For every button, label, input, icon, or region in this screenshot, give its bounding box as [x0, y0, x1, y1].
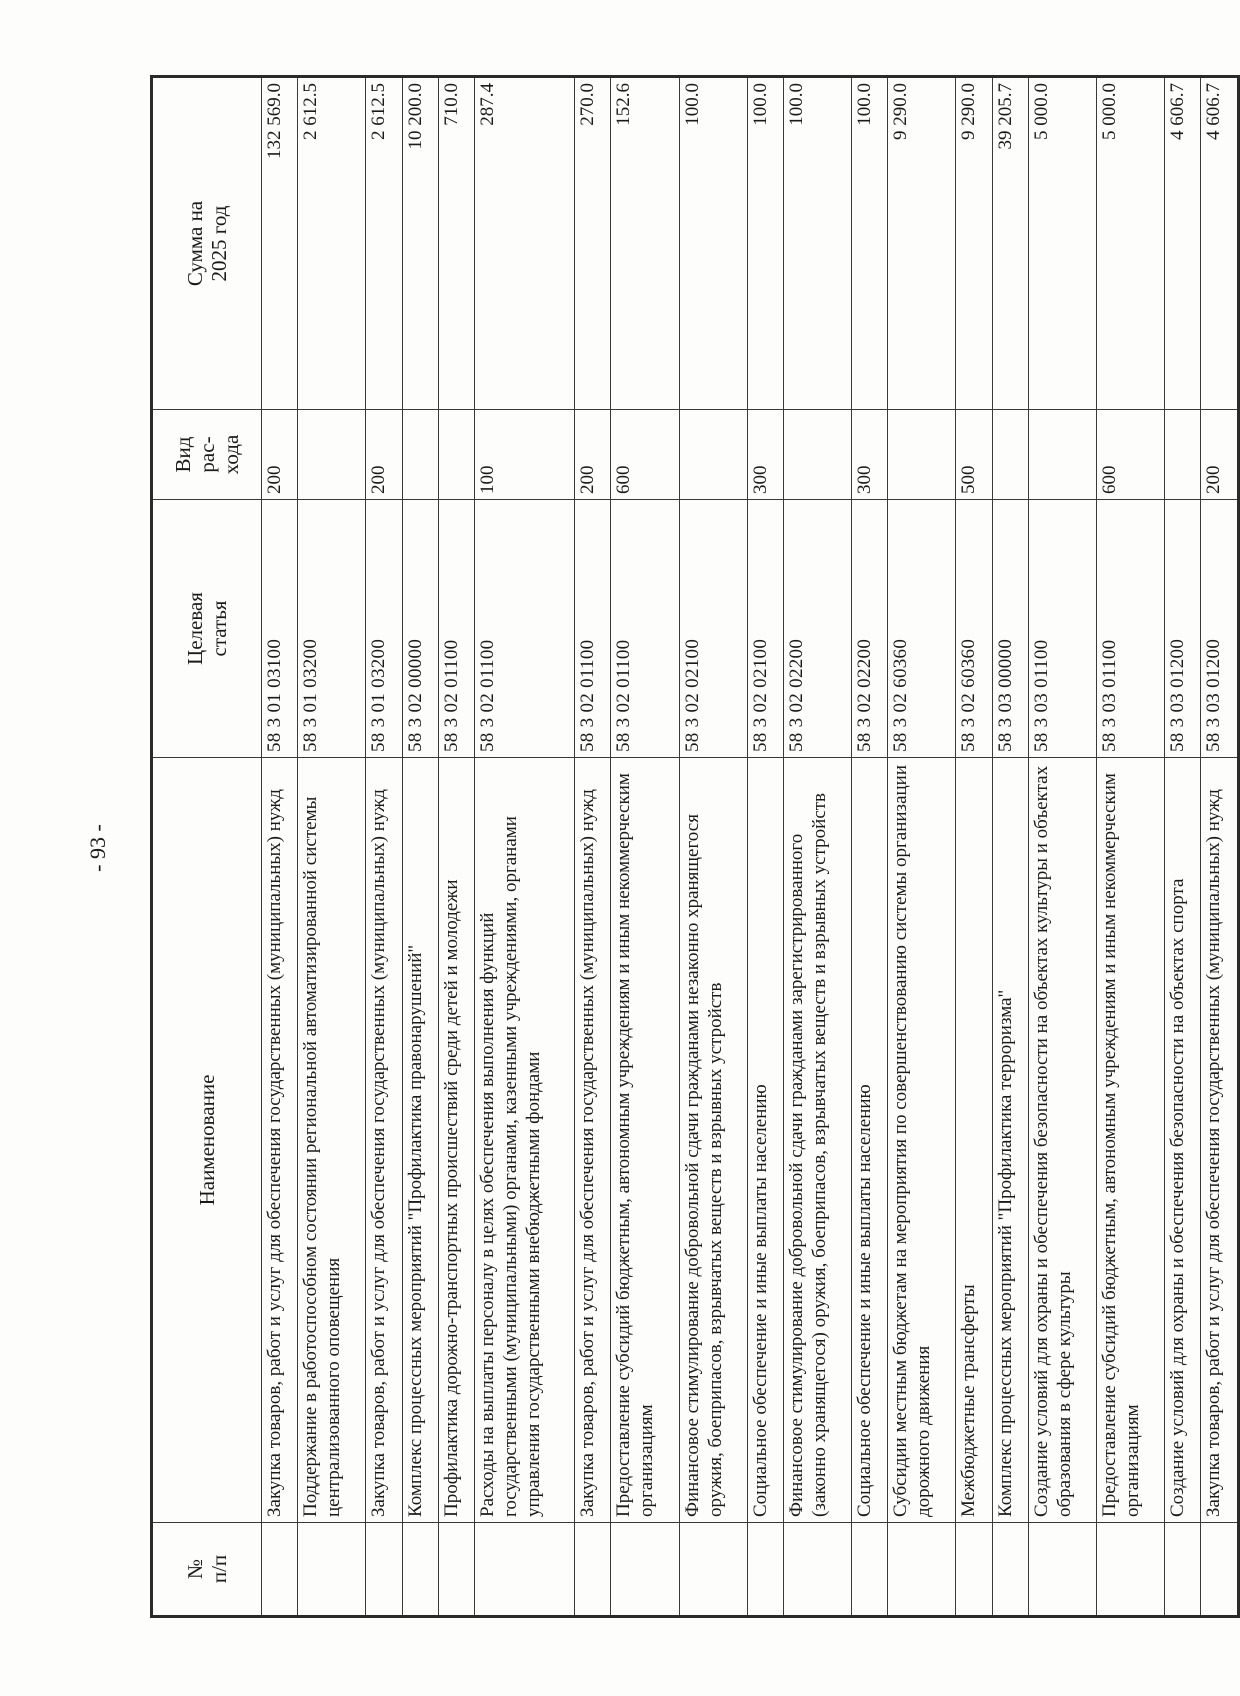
row-target-code: 58 3 02 02100	[747, 500, 783, 758]
row-target-code: 58 3 01 03100	[262, 500, 298, 758]
row-num	[1097, 1523, 1165, 1617]
row-amount: 39 205.7	[992, 77, 1028, 410]
row-target-code: 58 3 02 01100	[474, 500, 574, 758]
table-row	[298, 77, 366, 1617]
row-num	[474, 1523, 574, 1617]
row-expense-type	[438, 410, 474, 500]
table-row	[402, 77, 438, 1617]
row-name: Межбюджетные трансферты	[956, 758, 992, 1523]
row-num	[402, 1523, 438, 1617]
row-num	[575, 1523, 611, 1617]
row-num	[679, 1523, 747, 1617]
row-target-code: 58 3 01 03200	[366, 500, 402, 758]
row-num	[1201, 1523, 1239, 1617]
row-expense-type: 200	[262, 410, 298, 500]
row-amount: 287.4	[474, 77, 574, 410]
row-name: Создание условий для охраны и обеспечения безопасности на объектах спорта	[1165, 758, 1201, 1523]
row-name: Субсидии местным бюджетам на мероприятия по совершенствованию системы организации дорожного движения	[888, 758, 956, 1523]
row-name: Финансовое стимулирование добровольной сдачи гражданами зарегистрированного (законно хранящегося) оружия, боеприпасов, взрывчатых веществ и взрывных устройств	[783, 758, 851, 1523]
row-amount: 5 000.0	[1097, 77, 1165, 410]
header-target: Целевая статья	[152, 500, 262, 758]
row-target-code: 58 3 03 01200	[1165, 500, 1201, 758]
row-name: Закупка товаров, работ и услуг для обеспечения государственных (муниципальных) нужд	[262, 758, 298, 1523]
header-expense-type: Вид рас- хода	[152, 410, 262, 500]
row-amount: 270.0	[575, 77, 611, 410]
row-amount: 152.6	[611, 77, 679, 410]
row-expense-type	[888, 410, 956, 500]
row-amount: 4 606.7	[1165, 77, 1201, 410]
row-target-code: 58 3 03 01100	[1028, 500, 1096, 758]
budget-table	[150, 75, 1240, 1618]
table-row	[1028, 77, 1096, 1617]
row-expense-type: 300	[852, 410, 888, 500]
row-target-code: 58 3 02 01100	[438, 500, 474, 758]
row-num	[888, 1523, 956, 1617]
page-number: - 93 -	[85, 824, 110, 872]
table-row	[783, 77, 851, 1617]
row-name: Поддержание в работоспособном состоянии региональной автоматизированной системы централизованного оповещения	[298, 758, 366, 1523]
row-target-code: 58 3 02 02200	[852, 500, 888, 758]
row-amount: 100.0	[747, 77, 783, 410]
row-name: Комплекс процессных мероприятий "Профилактика терроризма"	[992, 758, 1028, 1523]
header-name: Наименование	[152, 758, 262, 1523]
table-row	[1201, 77, 1239, 1617]
row-target-code: 58 3 02 00000	[402, 500, 438, 758]
row-num	[298, 1523, 366, 1617]
row-num	[611, 1523, 679, 1617]
row-name: Социальное обеспечение и иные выплаты населению	[852, 758, 888, 1523]
row-expense-type	[1165, 410, 1201, 500]
row-amount: 100.0	[852, 77, 888, 410]
row-amount: 100.0	[783, 77, 851, 410]
row-name: Закупка товаров, работ и услуг для обеспечения государственных (муниципальных) нужд	[1201, 758, 1239, 1523]
row-expense-type: 200	[366, 410, 402, 500]
row-target-code: 58 3 02 60360	[956, 500, 992, 758]
row-target-code: 58 3 02 60360	[888, 500, 956, 758]
row-amount: 132 569.0	[262, 77, 298, 410]
row-amount: 9 290.0	[956, 77, 992, 410]
row-num	[852, 1523, 888, 1617]
row-num	[366, 1523, 402, 1617]
row-expense-type	[298, 410, 366, 500]
row-name: Предоставление субсидий бюджетным, автономным учреждениям и иным некоммерческим организациям	[1097, 758, 1165, 1523]
row-expense-type: 600	[611, 410, 679, 500]
row-target-code: 58 3 03 01100	[1097, 500, 1165, 758]
row-target-code: 58 3 02 02200	[783, 500, 851, 758]
table-row	[366, 77, 402, 1617]
table-row	[438, 77, 474, 1617]
row-num	[956, 1523, 992, 1617]
row-target-code: 58 3 02 01100	[611, 500, 679, 758]
row-amount: 2 612.5	[298, 77, 366, 410]
table-row	[262, 77, 298, 1617]
row-name: Закупка товаров, работ и услуг для обеспечения государственных (муниципальных) нужд	[366, 758, 402, 1523]
table-row	[474, 77, 574, 1617]
row-target-code: 58 3 02 02100	[679, 500, 747, 758]
row-num	[1028, 1523, 1096, 1617]
row-name: Комплекс процессных мероприятий "Профилактика правонарушений"	[402, 758, 438, 1523]
row-num	[747, 1523, 783, 1617]
row-num	[262, 1523, 298, 1617]
row-expense-type: 500	[956, 410, 992, 500]
row-expense-type	[783, 410, 851, 500]
row-name: Создание условий для охраны и обеспечения безопасности на объектах культуры и объектах образования в сфере культуры	[1028, 758, 1096, 1523]
table-body	[262, 77, 1239, 1617]
table-row	[956, 77, 992, 1617]
row-name: Предоставление субсидий бюджетным, автономным учреждениям и иным некоммерческим организациям	[611, 758, 679, 1523]
table-row	[852, 77, 888, 1617]
table-row	[679, 77, 747, 1617]
row-amount: 100.0	[679, 77, 747, 410]
row-expense-type	[402, 410, 438, 500]
row-name: Профилактика дорожно-транспортных происшествий среди детей и молодежи	[438, 758, 474, 1523]
table-row	[575, 77, 611, 1617]
row-expense-type	[679, 410, 747, 500]
row-expense-type: 200	[575, 410, 611, 500]
row-num	[438, 1523, 474, 1617]
table-row	[747, 77, 783, 1617]
row-expense-type: 100	[474, 410, 574, 500]
row-expense-type: 200	[1201, 410, 1239, 500]
row-target-code: 58 3 03 01200	[1201, 500, 1239, 758]
table-row	[611, 77, 679, 1617]
table-header	[152, 77, 262, 1617]
row-target-code: 58 3 03 00000	[992, 500, 1028, 758]
row-expense-type	[992, 410, 1028, 500]
row-target-code: 58 3 01 03200	[298, 500, 366, 758]
rotated-table-container	[150, 78, 1240, 1618]
row-amount: 10 200.0	[402, 77, 438, 410]
row-num	[992, 1523, 1028, 1617]
row-name: Закупка товаров, работ и услуг для обеспечения государственных (муниципальных) нужд	[575, 758, 611, 1523]
row-expense-type: 600	[1097, 410, 1165, 500]
row-target-code: 58 3 02 01100	[575, 500, 611, 758]
row-amount: 710.0	[438, 77, 474, 410]
row-expense-type	[1028, 410, 1096, 500]
table-row	[992, 77, 1028, 1617]
table-row	[888, 77, 956, 1617]
row-name: Финансовое стимулирование добровольной сдачи гражданами незаконно хранящегося оружия, боеприпасов, взрывчатых веществ и взрывных устройств	[679, 758, 747, 1523]
row-num	[783, 1523, 851, 1617]
header-amount: Сумма на 2025 год	[152, 77, 262, 410]
row-num	[1165, 1523, 1201, 1617]
row-amount: 5 000.0	[1028, 77, 1096, 410]
header-num: № п/п	[152, 1523, 262, 1617]
row-amount: 2 612.5	[366, 77, 402, 410]
table-row	[1097, 77, 1165, 1617]
row-name: Расходы на выплаты персоналу в целях обеспечения выполнения функций государственными (муниципальными) органами, казенными учреждениями, органами управления государственными внебюджетными фондами	[474, 758, 574, 1523]
row-expense-type: 300	[747, 410, 783, 500]
row-name: Социальное обеспечение и иные выплаты населению	[747, 758, 783, 1523]
table-row	[1165, 77, 1201, 1617]
row-amount: 4 606.7	[1201, 77, 1239, 410]
row-amount: 9 290.0	[888, 77, 956, 410]
